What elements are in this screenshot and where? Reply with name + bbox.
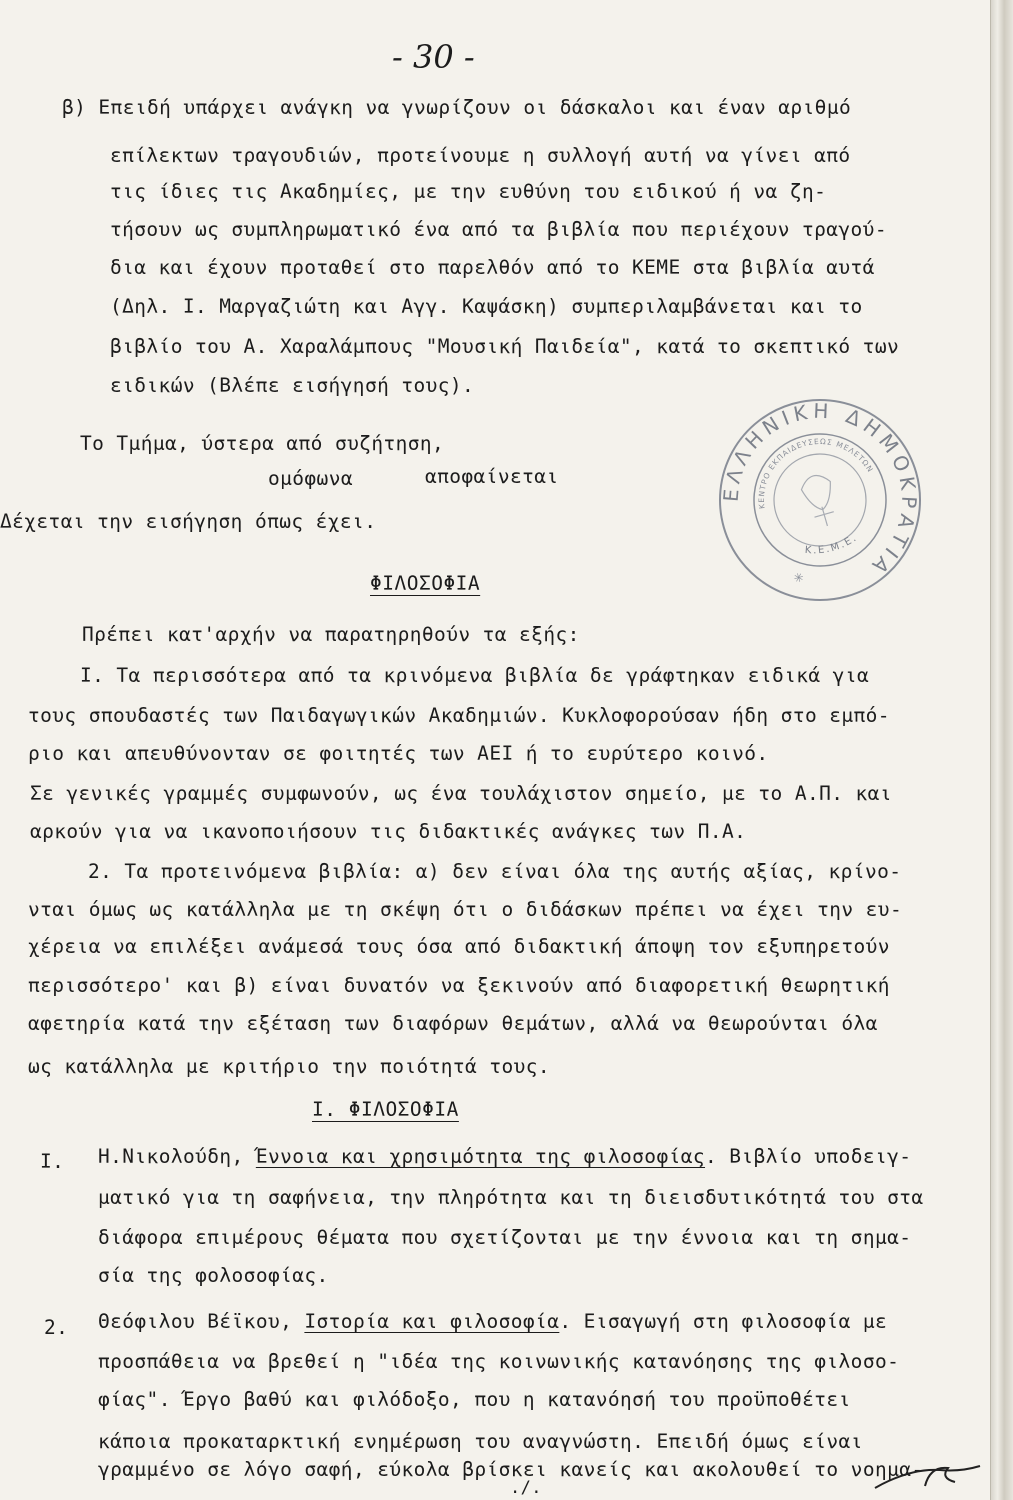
point-1-line: αρκούν για να ικανοποιήσουν τις διδακτικές ανάγκες των Π.Α.: [30, 820, 747, 843]
entry-2-line: προσπάθεια να βρεθεί η "ιδέα της κοινωνικής κατανόησης της φιλοσο-: [98, 1350, 900, 1373]
paragraph-b-line: β) Επειδή υπάρχει ανάγκη να γνωρίζουν οι δάσκαλοι και έναν αριθμό: [62, 96, 852, 119]
entry-2-rest: . Εισαγωγή στη φιλοσοφία με: [559, 1310, 888, 1333]
svg-text:ΕΛΛΗΝΙΚΗ ΔΗΜΟΚΡΑΤΙΑ: ΕΛΛΗΝΙΚΗ ΔΗΜΟΚΡΑΤΙΑ: [718, 398, 922, 582]
subsection-heading: Ι. ΦΙΛΟΣΟΦΙΑ: [312, 1098, 459, 1121]
entry-1-rest: . Βιβλίο υποδειγ-: [705, 1145, 912, 1168]
point-1-line: Ι. Τα περισσότερα από τα κρινόμενα βιβλία δε γράφτηκαν ειδικά για: [80, 664, 870, 687]
point-2-line: αφετηρία κατά την εξέταση των διαφόρων θεμάτων, αλλά να θεωρούνται όλα: [28, 1012, 878, 1035]
paragraph-b-line: βιβλίο του Α. Χαραλάμπους "Μουσική Παιδεία", κατά το σκεπτικό των: [110, 335, 900, 358]
entry-2-first-line: [98, 1310, 887, 1333]
binder-edge: [990, 0, 1013, 1500]
page-number: - 30 -: [392, 38, 475, 76]
point-2-line: χέρεια να επιλέξει ανάμεσά τους όσα από διδακτική άποψη τον εξυπηρετούν: [28, 935, 890, 958]
continuation-mark: ./.: [510, 1478, 542, 1498]
decision-decides: αποφαίνεται: [425, 465, 559, 488]
point-2-line: 2. Τα προτεινόμενα βιβλία: α) δεν είναι όλα της αυτής αξίας, κρίνο-: [88, 860, 902, 883]
point-1-line: ριο και απευθύνονταν σε φοιτητές των ΑΕΙ ή το ευρύτερο κοινό.: [28, 742, 769, 765]
paragraph-b-line: ειδικών (Βλέπε εισήγησή τους).: [110, 374, 475, 397]
section-heading-philosophy: ΦΙΛΟΣΟΦΙΑ: [370, 572, 481, 595]
point-1-line: τους σπουδαστές των Παιδαγωγικών Ακαδημιών. Κυκλοφορούσαν ήδη στο εμπό-: [28, 704, 890, 727]
entry-2-line: φίας". Έργο βαθύ και φιλόδοξο, που η κατανόησή του προϋποθέτει: [98, 1388, 851, 1411]
entry-1-line: ματικό για τη σαφήνεια, την πληρότητα και τη διεισδυτικότητά του στα: [98, 1186, 924, 1209]
stamp-seal-icon: [690, 370, 950, 630]
paragraph-b-line: τις ίδιες τις Ακαδημίες, με την ευθύνη του ειδικού ή να ζη-: [110, 180, 827, 203]
svg-text:✳: ✳: [791, 569, 806, 587]
entry-1-line: διάφορα επιμέρους θέματα που σχετίζονται με την έννοια και τη σημα-: [98, 1226, 912, 1249]
entry-2-line: κάποια προκαταρκτική ενημέρωση του αναγνώστη. Επειδή όμως είναι: [98, 1430, 863, 1453]
point-2-line: ως κατάλληλα με κριτήριο την ποιότητά τους.: [28, 1055, 551, 1078]
entry-1-first-line: [98, 1145, 911, 1168]
decision-line: Το Τμήμα, ύστερα από συζήτηση,: [80, 432, 445, 455]
entry-2-line: γραμμένο σε λόγο σαφή, εύκολα βρίσκει κανείς και ακολουθεί το νοημα-: [98, 1458, 924, 1481]
official-stamp: [690, 370, 950, 630]
entry-2-author: Θεόφιλου Βέϊκου,: [98, 1310, 305, 1333]
svg-text:Κ.Ε.Μ.Ε.: Κ.Ε.Μ.Ε.: [804, 532, 860, 557]
point-1-line: Σε γενικές γραμμές συμφωνούν, ως ένα τουλάχιστον σημείο, με το Α.Π. και: [30, 782, 892, 805]
paragraph-b-line: επίλεκτων τραγουδιών, προτείνουμε η συλλογή αυτή να γίνει από: [110, 144, 851, 167]
point-2-line: περισσότερο' και β) είναι δυνατόν να ξεκινούν από διαφορετική θεωρητική: [28, 974, 890, 997]
svg-text:ΚΕΝΤΡΟ ΕΚΠΑΙΔΕΥΣΕΩΣ ΜΕΛΕΤΩΝ: ΚΕΝΤΡΟ ΕΚΠΑΙΔΕΥΣΕΩΣ ΜΕΛΕΤΩΝ: [756, 436, 876, 510]
entry-1-number: Ι.: [40, 1150, 65, 1173]
point-2-line: νται όμως ως κατάλληλα με τη σκέψη ότι ο διδάσκων πρέπει να έχει την ευ-: [28, 898, 903, 921]
entry-1-line: σία της φολοσοφίας.: [98, 1264, 329, 1287]
entry-2-number: 2.: [44, 1316, 69, 1339]
paragraph-b-line: (Δηλ. Ι. Μαργαζιώτη και Αγγ. Καψάσκη) συμπεριλαμβάνεται και το: [110, 295, 863, 318]
entry-1-author: Η.Νικολούδη,: [98, 1145, 256, 1168]
paragraph-b-line: τήσουν ως συμπληρωματικό ένα από τα βιβλία που περιέχουν τραγού-: [110, 218, 887, 241]
intro-line: Πρέπει κατ'αρχήν να παρατηρηθούν τα εξής:: [82, 623, 580, 646]
handwritten-signature-icon: [870, 1448, 990, 1498]
paragraph-b-line: δια και έχουν προταθεί στο παρελθόν από το ΚΕΜΕ στα βιβλία αυτά: [110, 256, 875, 279]
decision-unanimous: ομόφωνα: [268, 467, 353, 490]
entry-2-title: Ιστορία και φιλοσοφία: [304, 1310, 560, 1333]
decision-accept-line: Δέχεται την εισήγηση όπως έχει.: [0, 510, 377, 533]
entry-1-title: Έννοια και χρησιμότητα της φιλοσοφίας: [255, 1145, 706, 1168]
